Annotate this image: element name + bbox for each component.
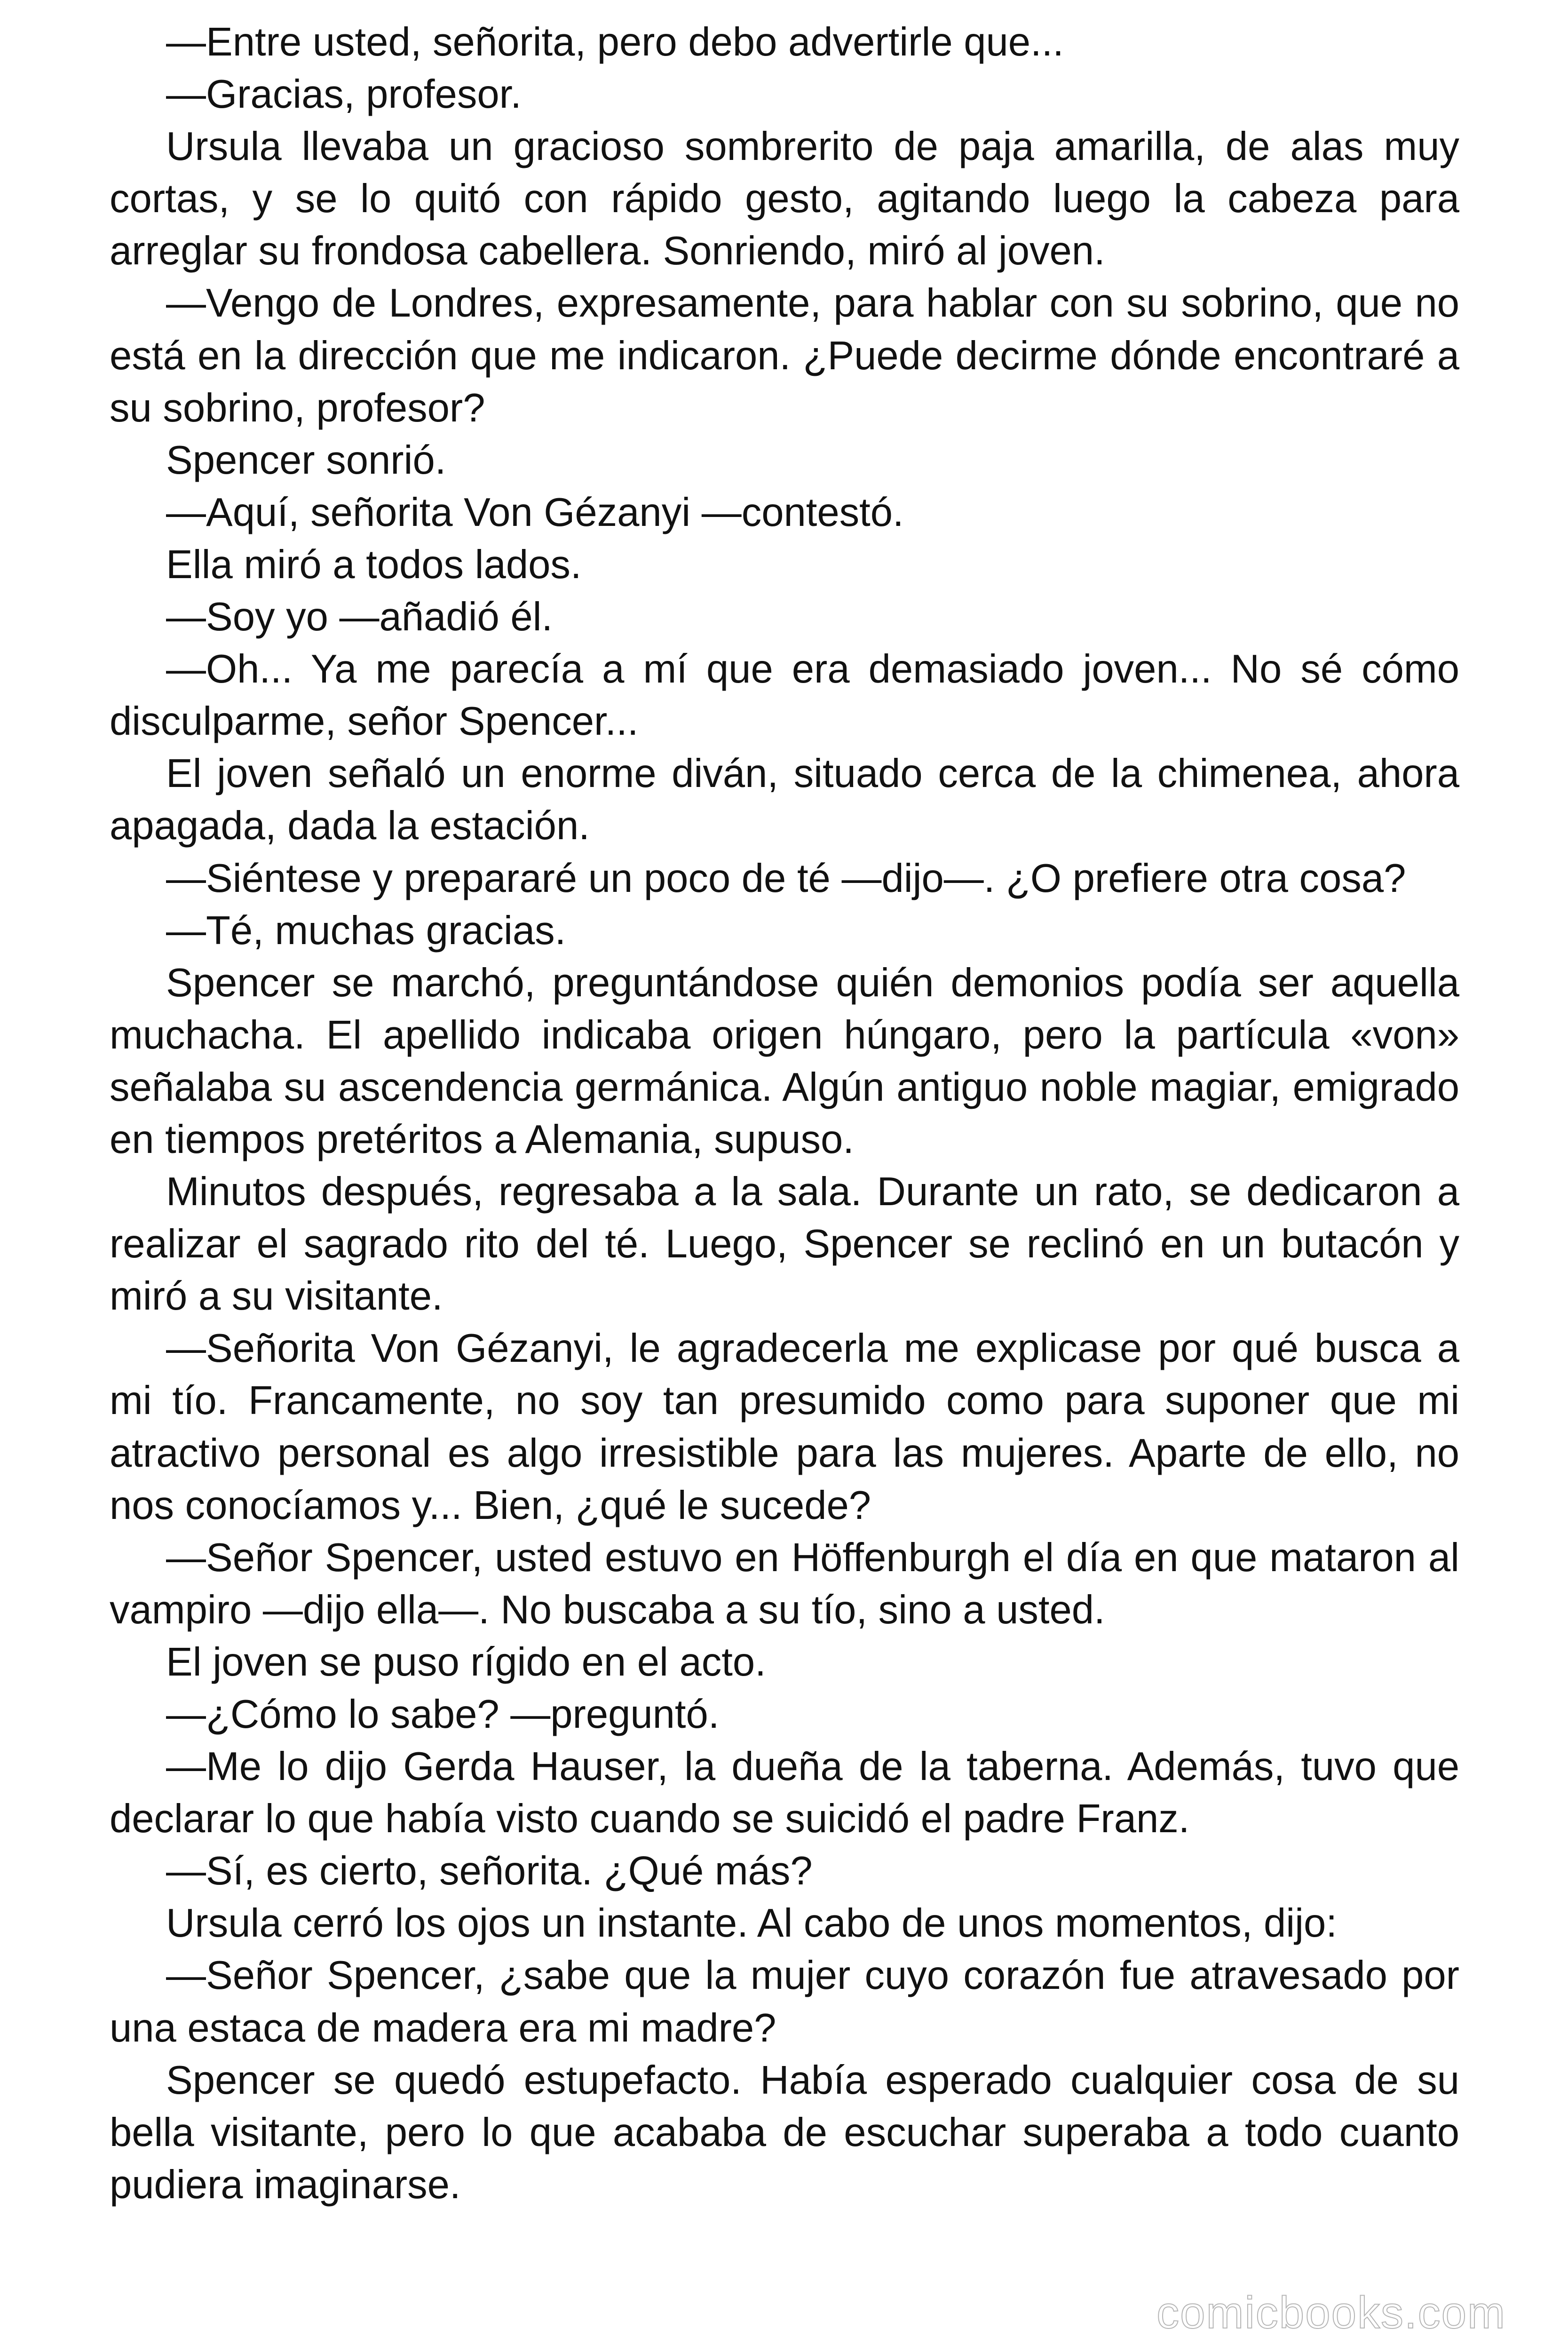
paragraph: —Aquí, señorita Von Gézanyi —contestó. <box>166 490 904 535</box>
paragraph: —Gracias, profesor. <box>166 72 522 117</box>
paragraph: Ella miró a todos lados. <box>166 542 582 587</box>
watermark: comicbooks.com <box>1156 2288 1506 2338</box>
paragraph: Ursula cerró los ojos un instante. Al cabo de unos momentos, dijo: <box>166 1901 1337 1946</box>
paragraph: —Entre usted, señorita, pero debo advertirle que... <box>166 20 1064 64</box>
page-body <box>110 16 1459 2211</box>
paragraph: Ursula llevaba un gracioso sombrerito de paja amarilla, de alas muy cortas, y se lo quitó con rápido gesto, agitando luego la cabeza para arreglar su frondosa cabellera. Sonriendo, miró al joven. <box>110 124 1459 274</box>
paragraph: —Siéntese y prepararé un poco de té —dijo—. ¿O prefiere otra cosa? <box>166 856 1406 901</box>
paragraph: El joven se puso rígido en el acto. <box>166 1639 766 1685</box>
paragraph: El joven señaló un enorme diván, situado cerca de la chimenea, ahora apagada, dada la estación. <box>110 751 1459 849</box>
paragraph: —Té, muchas gracias. <box>166 908 566 953</box>
paragraph: —Señorita Von Gézanyi, le agradecerla me explicase por qué busca a mi tío. Francamente, no soy tan presumido como para suponer que mi atractivo personal es algo irresistible para las mujeres. Aparte de ello, no nos conocíamos y... Bien, ¿qué le sucede? <box>110 1326 1459 1528</box>
paragraph: Spencer se marchó, preguntándose quién demonios podía ser aquella muchacha. El apellido indicaba origen húngaro, pero la partícula «von» señalaba su ascendencia germánica. Algún antiguo noble magiar, emigrado en tiempos pretéritos a Alemania, supuso. <box>110 960 1459 1162</box>
paragraph: Spencer se quedó estupefacto. Había esperado cualquier cosa de su bella visitante, pero lo que acababa de escuchar superaba a todo cuanto pudiera imaginarse. <box>110 2058 1459 2207</box>
paragraph: Minutos después, regresaba a la sala. Durante un rato, se dedicaron a realizar el sagrado rito del té. Luego, Spencer se reclinó en un butacón y miró a su visitante. <box>110 1169 1459 1319</box>
paragraph: —Sí, es cierto, señorita. ¿Qué más? <box>166 1849 813 1894</box>
paragraph: —Señor Spencer, ¿sabe que la mujer cuyo corazón fue atravesado por una estaca de madera era mi madre? <box>110 1953 1459 2050</box>
paragraph: —Señor Spencer, usted estuvo en Höffenburgh el día en que mataron al vampiro —dijo ella—. No buscaba a su tío, sino a usted. <box>110 1535 1459 1632</box>
paragraph: —Soy yo —añadió él. <box>166 595 553 640</box>
paragraph: Spencer sonrió. <box>166 437 446 483</box>
paragraph: —Vengo de Londres, expresamente, para hablar con su sobrino, que no está en la dirección que me indicaron. ¿Puede decirme dónde encontraré a su sobrino, profesor? <box>110 281 1459 430</box>
paragraph: —Oh... Ya me parecía a mí que era demasiado joven... No sé cómo disculparme, señor Spencer... <box>110 647 1459 744</box>
paragraph: —¿Cómo lo sabe? —preguntó. <box>166 1692 720 1737</box>
paragraph: —Me lo dijo Gerda Hauser, la dueña de la taberna. Además, tuvo que declarar lo que había visto cuando se suicidó el padre Franz. <box>110 1744 1459 1842</box>
